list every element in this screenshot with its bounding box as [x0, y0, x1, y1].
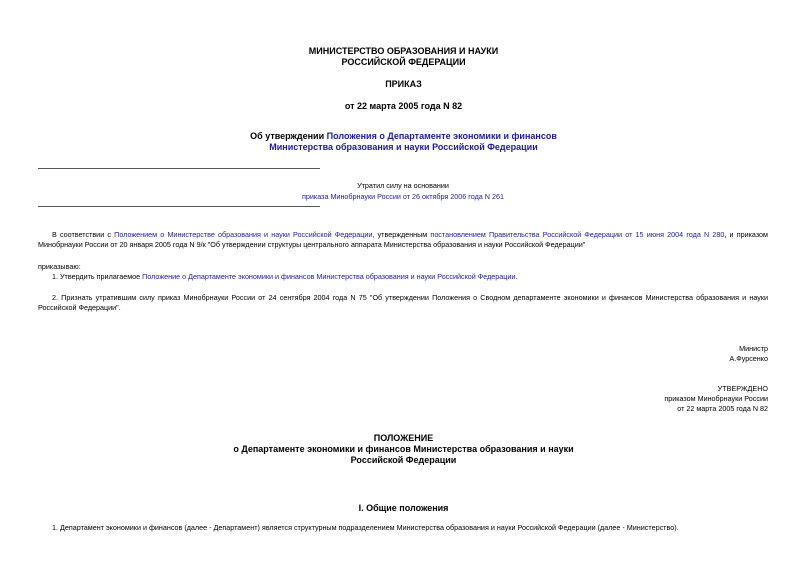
item-1-end: . — [515, 272, 518, 281]
regulation-subtitle-line-1: о Департаменте экономики и финансов Министерства образования и науки — [233, 444, 574, 454]
document-date: от 22 марта 2005 года N 82 — [344, 101, 463, 111]
order-item-1 — [52, 272, 768, 282]
divider-bottom — [38, 206, 320, 207]
document-title-line-2 — [0, 142, 807, 153]
preamble-text-c: , и приказом — [724, 230, 769, 239]
approval-line-3: от 22 марта 2005 года N 82 — [677, 404, 768, 413]
regulation-subtitle-line-2: Российской Федерации — [350, 455, 457, 465]
regulation-heading: ПОЛОЖЕНИЕ — [373, 433, 434, 443]
document-type: ПРИКАЗ — [385, 79, 422, 89]
order-item-2: 2. Признать утратившим силу приказ Минобрнауки России от 24 сентября 2004 года N 75 "Об утверждении Положения о Сводном департаменте экономики и финансов Министерства образования и науки Российской Федерации". — [38, 293, 768, 312]
section-heading-general: I. Общие положения — [358, 503, 449, 513]
preamble-text-a: В соответствии с — [52, 230, 115, 239]
document-title-line-1 — [0, 131, 807, 142]
status-note-link[interactable]: приказа Минобрнауки России от 26 октября 2006 года N 261 — [302, 192, 504, 201]
preamble-link-ministry-regulation[interactable]: Положением о Министерстве образования и науки Российской Федерации — [114, 230, 373, 239]
preamble-text-b: , утвержденным — [372, 230, 431, 239]
title-prefix: Об утверждении — [250, 131, 327, 141]
signature-position: Министр — [739, 344, 768, 353]
approval-line-2: приказом Минобрнауки России — [664, 394, 768, 403]
regulation-clause-1: 1. Департамент экономики и финансов (далее - Департамент) является структурным подразделением Министерства образования и науки Российской Федерации (далее - Министерство). — [52, 523, 679, 532]
item-1-link[interactable]: Положение о Департаменте экономики и финансов Министерства образования и науки Российской Федерации — [142, 272, 516, 281]
title-link-line-1[interactable]: Положения о Департаменте экономики и финансов — [326, 131, 557, 141]
preamble-link-government-decree[interactable]: постановлением Правительства Российской Федерации от 15 июня 2004 года N 280 — [430, 230, 725, 239]
divider-top — [38, 168, 320, 169]
ministry-line-2: РОССИЙСКОЙ ФЕДЕРАЦИИ — [341, 57, 466, 67]
preamble-line-2: Минобрнауки России от 20 января 2005 года N 9/к "Об утверждении структуры центрального аппарата Министерства образования и науки Российской Федерации" — [38, 240, 586, 249]
item-1-text: 1. Утвердить прилагаемое — [52, 272, 143, 281]
preamble-line-1 — [38, 230, 768, 240]
signature-name: А.Фурсенко — [729, 354, 768, 363]
status-note-link-row — [38, 192, 768, 202]
status-note-label: Утратил силу на основании — [357, 181, 449, 190]
ministry-line-1: МИНИСТЕРСТВО ОБРАЗОВАНИЯ И НАУКИ — [308, 46, 499, 56]
order-word: приказываю: — [38, 262, 81, 271]
approval-line-1: УТВЕРЖДЕНО — [717, 384, 768, 393]
title-link-line-2[interactable]: Министерства образования и науки Российской Федерации — [269, 142, 538, 152]
